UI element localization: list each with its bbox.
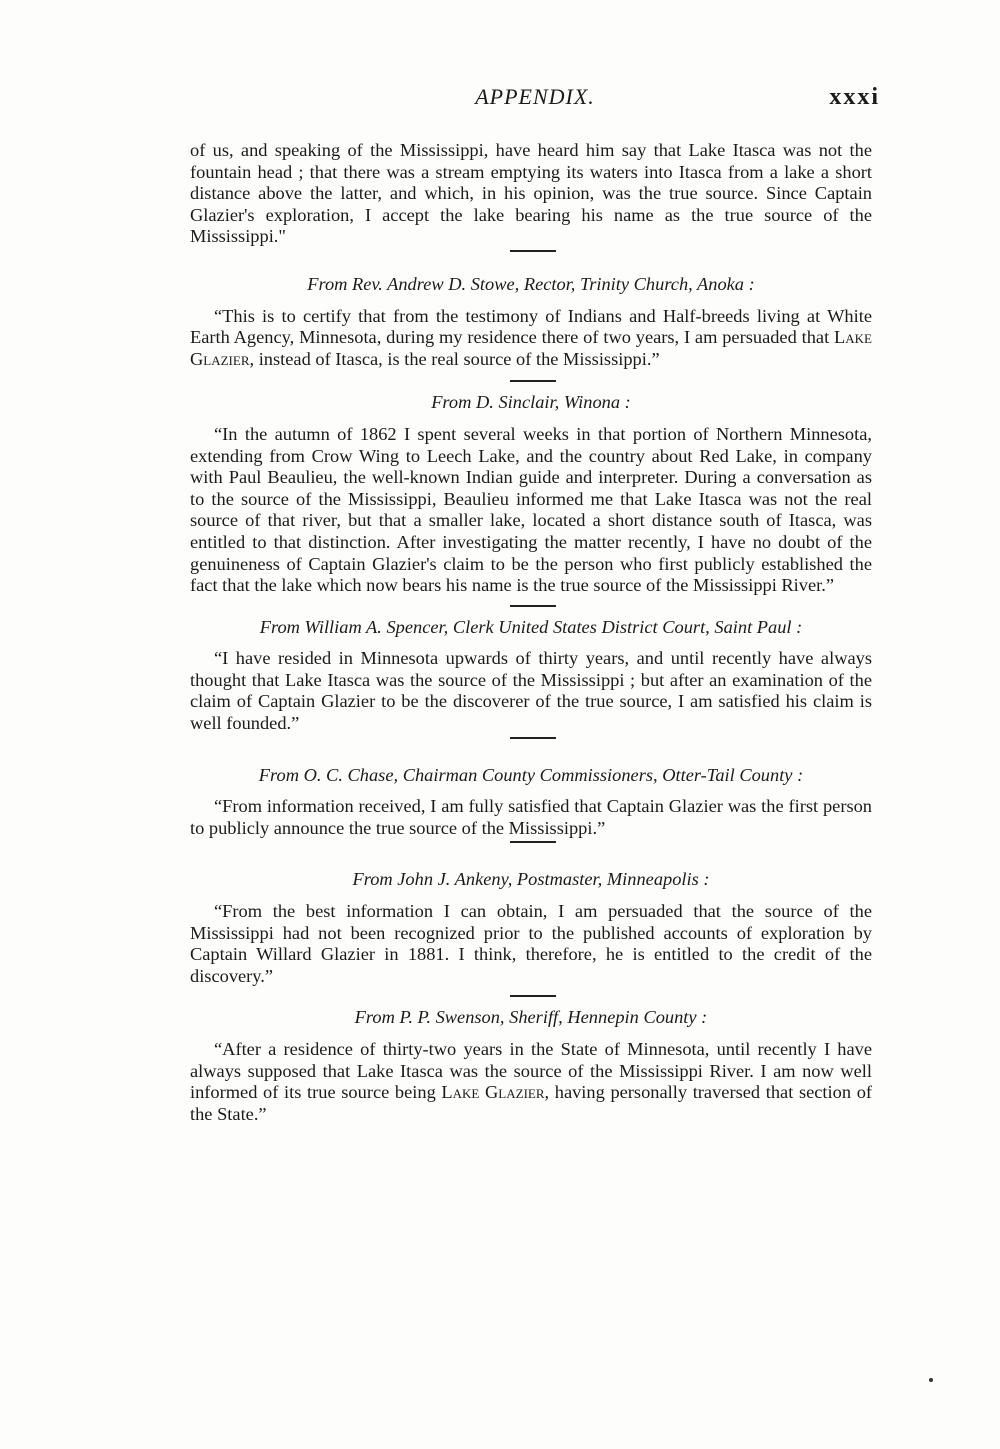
quote-ankeny: “From the best information I can obtain, I am persuaded that the source of the Mississippi had not been recognized prior to the published accounts of exploration by Captain Willard Glazier in 1881. I think, therefore, he is entitled to the credit of the discovery.” (190, 901, 872, 986)
section-divider (510, 841, 556, 843)
lake-glazier-name: Lake Glazier (441, 1082, 545, 1103)
source-sinclair: From D. Sinclair, Winona : (431, 392, 631, 413)
print-speck (929, 1378, 933, 1382)
section-divider (510, 737, 556, 739)
source-spencer: From William A. Spencer, Clerk United States District Court, Saint Paul : (259, 616, 803, 637)
source-swenson: From P. P. Swenson, Sheriff, Hennepin County : (354, 1007, 708, 1028)
page-header (190, 84, 880, 114)
quote-spencer: “I have resided in Minnesota upwards of thirty years, and until recently have always thought that Lake Itasca was the source of the Mississippi ; but after an examination of the claim of Captain Glazier to be the discoverer of the true source, I am satisfied his claim is well founded.” (190, 648, 872, 734)
section-divider (510, 380, 556, 382)
section-divider (510, 250, 556, 252)
body-text (190, 140, 872, 1125)
source-stowe: From Rev. Andrew D. Stowe, Rector, Trinity Church, Anoka : (307, 273, 755, 294)
running-head: APPENDIX. (475, 84, 595, 109)
quote-swenson: “After a residence of thirty-two years in the State of Minnesota, until recently I have always supposed that Lake Itasca was the source of the Mississippi River. I am now well informed of its true source being Lake Glazier, having personally traversed that section of the State.” (190, 1039, 873, 1124)
lake-glazier-name: Lake Glazier (190, 327, 872, 369)
source-ankeny: From John J. Ankeny, Postmaster, Minneapolis : (352, 869, 710, 890)
quote-sinclair: “In the autumn of 1862 I spent several weeks in that portion of Northern Minnesota, extending from Crow Wing to Leech Lake, and the country about Red Lake, in company with Paul Beaulieu, the well-known Indian guide and interpreter. During a conversation as to the source of the Mississippi, Beaulieu informed me that Lake Itasca was not the real source of that river, but that a smaller lake, located a short distance south of Itasca, was entitled to that distinction. After investigating the matter recently, I have no doubt of the genuineness of Captain Glazier's claim to be the person who first publicly established the fact that the lake which now bears his name is the true source of the Mississippi River.” (190, 423, 872, 596)
page-number: xxxi (829, 84, 880, 110)
quote-stowe: “This is to certify that from the testimony of Indians and Half-breeds living at White Earth Agency, Minnesota, during my residence there of two years, I am persuaded that Lake Glazier, instead of Itasca, is the real source of the Mississippi.” (190, 305, 872, 369)
source-chase: From O. C. Chase, Chairman County Commissioners, Otter-Tail County : (258, 764, 804, 785)
quote-chase: “From information received, I am fully satisfied that Captain Glazier was the first person to publicly announce the true source of the Mississippi.” (190, 796, 872, 838)
continued-quote: of us, and speaking of the Mississippi, have heard him say that Lake Itasca was not the fountain head ; that there was a stream emptying its waters into Itasca from a lake a short distance above the latter, and which, in his opinion, was the true source. Since Captain Glazier's exploration, I accept the lake bearing his name as the true source of the Mississippi." (190, 140, 872, 247)
section-divider (510, 605, 556, 607)
section-divider (510, 995, 556, 997)
